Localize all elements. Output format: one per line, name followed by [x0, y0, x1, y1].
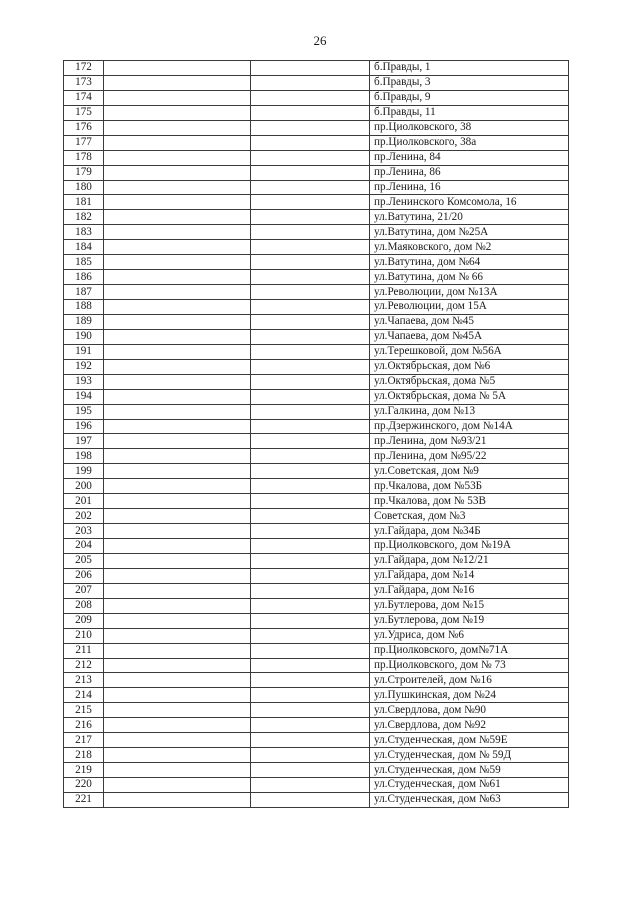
empty-cell: [251, 165, 370, 180]
row-number: 199: [64, 464, 104, 479]
empty-cell: [251, 419, 370, 434]
table-row: [64, 270, 569, 285]
address-cell: ул.Свердлова, дом №90: [370, 703, 569, 718]
page-number: 26: [313, 33, 327, 48]
empty-cell: [104, 539, 251, 554]
row-number: 174: [64, 90, 104, 105]
empty-cell: [251, 583, 370, 598]
address-cell: ул.Студенческая, дом №63: [370, 792, 569, 807]
table-row: [64, 509, 569, 524]
row-number: 187: [64, 285, 104, 300]
address-cell: ул.Ватутина, дом №64: [370, 255, 569, 270]
table-row: [64, 165, 569, 180]
empty-cell: [104, 105, 251, 120]
row-number: 212: [64, 658, 104, 673]
empty-cell: [251, 613, 370, 628]
table-row: [64, 195, 569, 210]
empty-cell: [251, 374, 370, 389]
table-row: [64, 703, 569, 718]
row-number: 203: [64, 524, 104, 539]
empty-cell: [251, 449, 370, 464]
empty-cell: [104, 598, 251, 613]
empty-cell: [251, 509, 370, 524]
empty-cell: [251, 225, 370, 240]
address-table: [63, 60, 569, 808]
empty-cell: [104, 613, 251, 628]
row-number: 188: [64, 300, 104, 315]
address-cell: пр.Ленина, дом №95/22: [370, 449, 569, 464]
row-number: 196: [64, 419, 104, 434]
table-row: [64, 733, 569, 748]
address-cell: пр.Ленина, 86: [370, 165, 569, 180]
empty-cell: [251, 703, 370, 718]
table-row: [64, 404, 569, 419]
address-cell: б.Правды, 3: [370, 75, 569, 90]
empty-cell: [251, 763, 370, 778]
empty-cell: [251, 344, 370, 359]
table-row: [64, 389, 569, 404]
row-number: 215: [64, 703, 104, 718]
address-cell: пр.Ленина, 16: [370, 180, 569, 195]
address-cell: б.Правды, 9: [370, 90, 569, 105]
empty-cell: [104, 509, 251, 524]
address-cell: б.Правды, 11: [370, 105, 569, 120]
address-cell: ул.Пушкинская, дом №24: [370, 688, 569, 703]
empty-cell: [104, 778, 251, 793]
address-cell: ул.Революции, дом №13А: [370, 285, 569, 300]
empty-cell: [104, 643, 251, 658]
empty-cell: [251, 464, 370, 479]
empty-cell: [251, 688, 370, 703]
empty-cell: [251, 434, 370, 449]
table-row: [64, 135, 569, 150]
address-cell: ул.Октябрьская, дом №6: [370, 359, 569, 374]
row-number: 177: [64, 135, 104, 150]
table-row: [64, 643, 569, 658]
address-cell: пр.Ленинского Комсомола, 16: [370, 195, 569, 210]
row-number: 179: [64, 165, 104, 180]
address-cell: ул.Гайдара, дом №34Б: [370, 524, 569, 539]
row-number: 221: [64, 792, 104, 807]
row-number: 218: [64, 748, 104, 763]
empty-cell: [251, 285, 370, 300]
table-row: [64, 419, 569, 434]
empty-cell: [104, 374, 251, 389]
address-cell: пр.Циолковского, дом №19А: [370, 539, 569, 554]
empty-cell: [104, 225, 251, 240]
empty-cell: [251, 300, 370, 315]
empty-cell: [251, 389, 370, 404]
row-number: 210: [64, 628, 104, 643]
table-row: [64, 359, 569, 374]
empty-cell: [104, 524, 251, 539]
address-cell: ул.Советская, дом №9: [370, 464, 569, 479]
table-row: [64, 105, 569, 120]
table-row: [64, 449, 569, 464]
empty-cell: [104, 763, 251, 778]
empty-cell: [104, 553, 251, 568]
address-cell: ул.Октябрьская, дома №5: [370, 374, 569, 389]
empty-cell: [104, 673, 251, 688]
row-number: 175: [64, 105, 104, 120]
row-number: 200: [64, 479, 104, 494]
empty-cell: [251, 180, 370, 195]
row-number: 208: [64, 598, 104, 613]
table-row: [64, 314, 569, 329]
empty-cell: [104, 658, 251, 673]
empty-cell: [104, 240, 251, 255]
empty-cell: [251, 329, 370, 344]
empty-cell: [251, 792, 370, 807]
row-number: 173: [64, 75, 104, 90]
empty-cell: [104, 703, 251, 718]
empty-cell: [251, 150, 370, 165]
row-number: 190: [64, 329, 104, 344]
empty-cell: [104, 300, 251, 315]
address-cell: пр.Чкалова, дом №53Б: [370, 479, 569, 494]
empty-cell: [251, 120, 370, 135]
table-row: [64, 329, 569, 344]
address-cell: ул.Гайдара, дом №16: [370, 583, 569, 598]
table-row: [64, 494, 569, 509]
empty-cell: [104, 285, 251, 300]
empty-cell: [251, 359, 370, 374]
empty-cell: [251, 479, 370, 494]
empty-cell: [104, 210, 251, 225]
row-number: 214: [64, 688, 104, 703]
address-cell: пр.Чкалова, дом № 53В: [370, 494, 569, 509]
address-cell: пр.Циолковского, дом № 73: [370, 658, 569, 673]
table-row: [64, 150, 569, 165]
table-row: [64, 748, 569, 763]
empty-cell: [104, 329, 251, 344]
row-number: 195: [64, 404, 104, 419]
table-row: [64, 718, 569, 733]
row-number: 186: [64, 270, 104, 285]
row-number: 191: [64, 344, 104, 359]
empty-cell: [104, 270, 251, 285]
empty-cell: [104, 255, 251, 270]
address-cell: ул.Маяковского, дом №2: [370, 240, 569, 255]
empty-cell: [104, 344, 251, 359]
address-cell: ул.Гайдара, дом №12/21: [370, 553, 569, 568]
address-cell: Советская, дом №3: [370, 509, 569, 524]
table-row: [64, 434, 569, 449]
empty-cell: [251, 90, 370, 105]
address-cell: ул.Галкина, дом №13: [370, 404, 569, 419]
row-number: 193: [64, 374, 104, 389]
row-number: 209: [64, 613, 104, 628]
empty-cell: [251, 105, 370, 120]
row-number: 197: [64, 434, 104, 449]
empty-cell: [251, 598, 370, 613]
empty-cell: [104, 419, 251, 434]
empty-cell: [104, 718, 251, 733]
address-cell: пр.Дзержинского, дом №14А: [370, 419, 569, 434]
address-cell: пр.Циолковского, 38: [370, 120, 569, 135]
empty-cell: [104, 90, 251, 105]
row-number: 205: [64, 553, 104, 568]
address-cell: б.Правды, 1: [370, 61, 569, 76]
empty-cell: [104, 404, 251, 419]
address-cell: пр.Ленина, 84: [370, 150, 569, 165]
empty-cell: [104, 75, 251, 90]
table-row: [64, 300, 569, 315]
empty-cell: [104, 389, 251, 404]
address-cell: ул.Терешковой, дом №56А: [370, 344, 569, 359]
address-cell: ул.Студенческая, дом №61: [370, 778, 569, 793]
empty-cell: [104, 135, 251, 150]
empty-cell: [251, 270, 370, 285]
address-cell: ул.Гайдара, дом №14: [370, 568, 569, 583]
table-row: [64, 344, 569, 359]
row-number: 216: [64, 718, 104, 733]
address-table-body: [64, 61, 569, 808]
empty-cell: [251, 210, 370, 225]
table-row: [64, 240, 569, 255]
empty-cell: [251, 135, 370, 150]
row-number: 192: [64, 359, 104, 374]
empty-cell: [251, 718, 370, 733]
address-cell: пр.Циолковского, 38а: [370, 135, 569, 150]
row-number: 202: [64, 509, 104, 524]
table-row: [64, 658, 569, 673]
empty-cell: [251, 673, 370, 688]
address-cell: ул.Чапаева, дом №45: [370, 314, 569, 329]
row-number: 198: [64, 449, 104, 464]
empty-cell: [251, 539, 370, 554]
address-cell: ул.Студенческая, дом №59Е: [370, 733, 569, 748]
table-row: [64, 61, 569, 76]
row-number: 184: [64, 240, 104, 255]
address-cell: ул.Ватутина, 21/20: [370, 210, 569, 225]
table-row: [64, 688, 569, 703]
address-cell: ул.Чапаева, дом №45А: [370, 329, 569, 344]
address-cell: ул.Октябрьская, дома № 5А: [370, 389, 569, 404]
empty-cell: [104, 479, 251, 494]
table-row: [64, 628, 569, 643]
row-number: 217: [64, 733, 104, 748]
empty-cell: [251, 643, 370, 658]
row-number: 211: [64, 643, 104, 658]
table-row: [64, 90, 569, 105]
empty-cell: [104, 359, 251, 374]
row-number: 182: [64, 210, 104, 225]
table-row: [64, 285, 569, 300]
row-number: 172: [64, 61, 104, 76]
row-number: 178: [64, 150, 104, 165]
empty-cell: [104, 748, 251, 763]
address-cell: пр.Ленина, дом №93/21: [370, 434, 569, 449]
table-row: [64, 180, 569, 195]
row-number: 219: [64, 763, 104, 778]
table-row: [64, 673, 569, 688]
empty-cell: [104, 120, 251, 135]
table-row: [64, 120, 569, 135]
address-cell: ул.Строителей, дом №16: [370, 673, 569, 688]
empty-cell: [104, 150, 251, 165]
empty-cell: [251, 404, 370, 419]
table-row: [64, 255, 569, 270]
row-number: 176: [64, 120, 104, 135]
table-row: [64, 778, 569, 793]
empty-cell: [104, 165, 251, 180]
address-cell: ул.Студенческая, дом №59: [370, 763, 569, 778]
table-row: [64, 225, 569, 240]
empty-cell: [251, 494, 370, 509]
empty-cell: [104, 61, 251, 76]
row-number: 201: [64, 494, 104, 509]
table-row: [64, 598, 569, 613]
empty-cell: [104, 688, 251, 703]
address-cell: ул.Ватутина, дом № 66: [370, 270, 569, 285]
table-row: [64, 539, 569, 554]
empty-cell: [104, 583, 251, 598]
row-number: 204: [64, 539, 104, 554]
address-cell: ул.Ватутина, дом №25А: [370, 225, 569, 240]
empty-cell: [251, 524, 370, 539]
table-row: [64, 613, 569, 628]
row-number: 181: [64, 195, 104, 210]
address-cell: ул.Студенческая, дом № 59Д: [370, 748, 569, 763]
row-number: 183: [64, 225, 104, 240]
empty-cell: [251, 553, 370, 568]
table-row: [64, 792, 569, 807]
row-number: 213: [64, 673, 104, 688]
address-cell: ул.Бутлерова, дом №19: [370, 613, 569, 628]
table-row: [64, 583, 569, 598]
empty-cell: [104, 449, 251, 464]
empty-cell: [104, 195, 251, 210]
row-number: 180: [64, 180, 104, 195]
table-row: [64, 210, 569, 225]
empty-cell: [104, 314, 251, 329]
empty-cell: [251, 628, 370, 643]
empty-cell: [251, 568, 370, 583]
empty-cell: [251, 658, 370, 673]
table-row: [64, 374, 569, 389]
table-row: [64, 568, 569, 583]
row-number: 194: [64, 389, 104, 404]
table-row: [64, 763, 569, 778]
row-number: 185: [64, 255, 104, 270]
empty-cell: [104, 180, 251, 195]
empty-cell: [251, 240, 370, 255]
row-number: 207: [64, 583, 104, 598]
empty-cell: [251, 314, 370, 329]
address-cell: пр.Циолковского, дом№71А: [370, 643, 569, 658]
empty-cell: [104, 628, 251, 643]
address-cell: ул.Удриса, дом №6: [370, 628, 569, 643]
empty-cell: [251, 733, 370, 748]
row-number: 189: [64, 314, 104, 329]
empty-cell: [251, 61, 370, 76]
empty-cell: [104, 464, 251, 479]
table-row: [64, 524, 569, 539]
empty-cell: [251, 255, 370, 270]
address-cell: ул.Бутлерова, дом №15: [370, 598, 569, 613]
address-cell: ул.Свердлова, дом №92: [370, 718, 569, 733]
row-number: 220: [64, 778, 104, 793]
empty-cell: [104, 434, 251, 449]
empty-cell: [104, 792, 251, 807]
empty-cell: [251, 75, 370, 90]
empty-cell: [251, 195, 370, 210]
empty-cell: [104, 568, 251, 583]
table-row: [64, 479, 569, 494]
table-row: [64, 553, 569, 568]
empty-cell: [104, 733, 251, 748]
table-row: [64, 75, 569, 90]
row-number: 206: [64, 568, 104, 583]
empty-cell: [104, 494, 251, 509]
empty-cell: [251, 778, 370, 793]
table-row: [64, 464, 569, 479]
address-cell: ул.Революции, дом 15А: [370, 300, 569, 315]
empty-cell: [251, 748, 370, 763]
